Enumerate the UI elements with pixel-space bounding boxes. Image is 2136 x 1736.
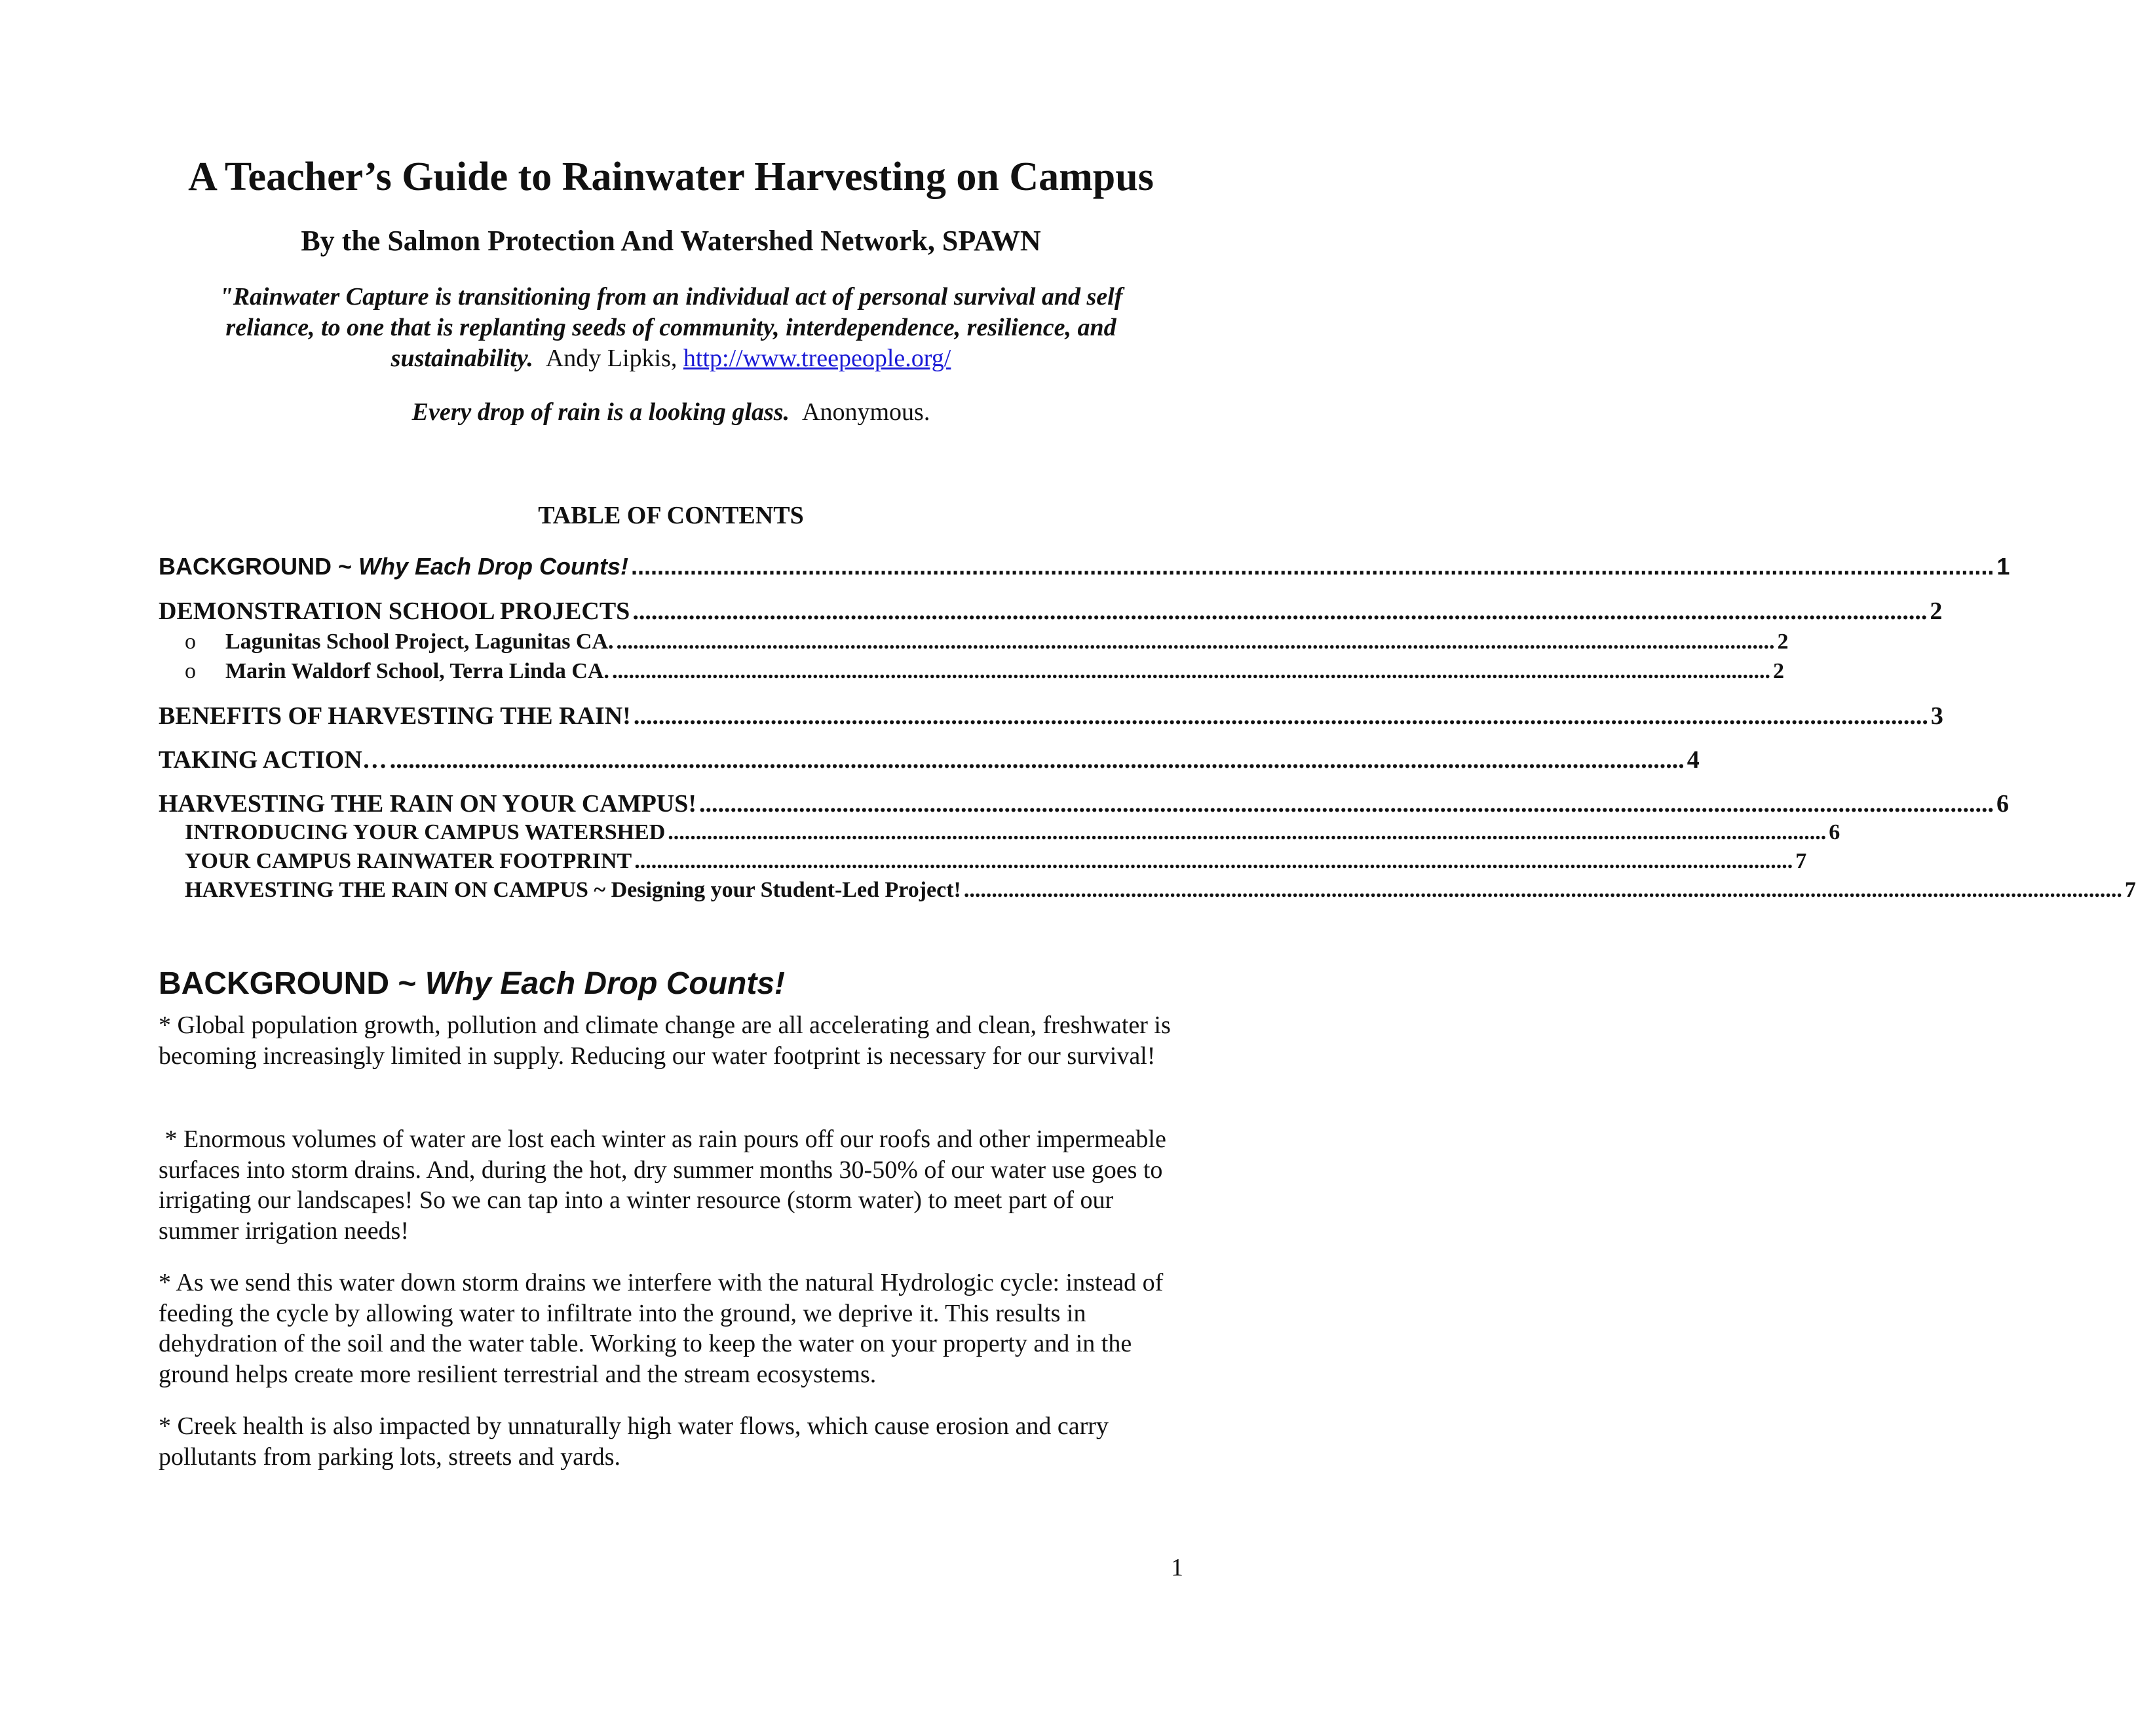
paragraph: * As we send this water down storm drains we interfere with the natural Hydrologic cycle: instead of feeding the cycle by allowing water to infiltrate into the ground, we deprive it. This results in dehydration of the soil and the water table. Working to keep the water on your property and in the ground helps create more resilient terrestrial and the stream ecosystems. <box>159 1269 1164 1388</box>
toc-leader-dots: ................................................................................................................................................................................................................ <box>634 849 1793 873</box>
toc-entry[interactable] <box>159 701 1943 731</box>
toc-page-number: 3 <box>1930 702 1943 730</box>
toc-entry-label: HARVESTING THE RAIN ON CAMPUS ~ Designing your Student-Led Project! <box>185 878 961 902</box>
quote-lipkis <box>183 282 1158 374</box>
quote-attribution: Anonymous. <box>802 398 930 426</box>
toc-leader-dots: ................................................................................................................................................................................................................ <box>616 630 1775 654</box>
toc-page-number: 1 <box>1996 553 2010 580</box>
toc-leader-dots: ................................................................................................................................................................................................................ <box>611 659 1770 683</box>
toc-leader-dots: ................................................................................................................................................................................................................ <box>633 702 1928 730</box>
quote-text: Every drop of rain is a looking glass. <box>411 398 790 426</box>
toc-entry-label: o Lagunitas School Project, Lagunitas CA. <box>185 628 614 656</box>
page-number: 1 <box>1171 1554 1183 1581</box>
toc-entry[interactable] <box>159 745 1700 775</box>
toc-leader-dots: ................................................................................................................................................................................................................ <box>632 597 1928 625</box>
toc-page-number: 7 <box>1795 849 1807 873</box>
quote-anonymous <box>0 396 1342 428</box>
toc-entry-label: YOUR CAMPUS RAINWATER FOOTPRINT <box>185 849 632 873</box>
paragraph: * Creek health is also impacted by unnaturally high water flows, which cause erosion and carry pollutants from parking lots, streets and yards. <box>159 1412 1109 1471</box>
toc-entry-label: o Marin Waldorf School, Terra Linda CA. <box>185 658 609 685</box>
toc-page-number: 7 <box>2124 878 2136 902</box>
quote-attribution: Andy Lipkis, <box>545 345 677 372</box>
toc-page-number: 4 <box>1687 746 1700 774</box>
toc-entry[interactable] <box>159 596 1943 626</box>
treepeople-link[interactable]: http://www.treepeople.org/ <box>683 345 951 372</box>
toc-entry[interactable] <box>185 877 2136 904</box>
document-title: A Teacher’s Guide to Rainwater Harvesting on Campus <box>188 155 1154 199</box>
toc-leader-dots: ................................................................................................................................................................................................................ <box>389 746 1685 774</box>
quote-text: "Rainwater Capture is transitioning from an individual act of personal survival and self reliance, to one that is replanting seeds of community, interdependence, resilience, and sustainability. <box>219 283 1123 372</box>
section-heading-background: BACKGROUND ~ Why Each Drop Counts! <box>159 966 786 1001</box>
toc-leader-dots: ................................................................................................................................................................................................................ <box>699 790 1994 818</box>
toc-entry[interactable] <box>185 848 1807 875</box>
bullet-marker: o <box>185 630 196 654</box>
toc-page-number: 2 <box>1772 659 1784 683</box>
toc-leader-dots: ................................................................................................................................................................................................................ <box>963 878 2122 902</box>
toc-entry-label: BACKGROUND ~ Why Each Drop Counts! <box>159 553 629 580</box>
toc-leader-dots: ................................................................................................................................................................................................................ <box>668 820 1827 844</box>
toc-entry-label: DEMONSTRATION SCHOOL PROJECTS <box>159 597 630 625</box>
toc-page-number: 6 <box>1829 820 1840 844</box>
toc-entry-label: HARVESTING THE RAIN ON YOUR CAMPUS! <box>159 790 697 818</box>
toc-entry[interactable] <box>185 819 1840 846</box>
toc-entry[interactable] <box>185 628 1789 656</box>
paragraph: * Enormous volumes of water are lost each winter as rain pours off our roofs and other impermeable surfaces into storm drains. And, during the hot, dry summer months 30-50% of our water use goes to irrigating our landscapes! So we can tap into a winter resource (storm water) to meet part of our summer irrigation needs! <box>159 1125 1173 1245</box>
document-subtitle: By the Salmon Protection And Watershed Network, SPAWN <box>301 225 1041 257</box>
toc-entry[interactable] <box>185 658 1784 685</box>
toc-entry[interactable] <box>159 789 2010 819</box>
toc-page-number: 6 <box>1996 790 2010 818</box>
toc-page-number: 2 <box>1930 597 1943 625</box>
toc-leader-dots: ................................................................................................................................................................................................................ <box>631 553 1994 580</box>
paragraph: * Global population growth, pollution and climate change are all accelerating and clean, freshwater is becoming increasingly limited in supply. Reducing our water footprint is necessary for our survival! <box>159 1011 1171 1070</box>
toc-entry-label: INTRODUCING YOUR CAMPUS WATERSHED <box>185 820 666 844</box>
toc-entry-label: BENEFITS OF HARVESTING THE RAIN! <box>159 702 631 730</box>
toc-entry-label: TAKING ACTION… <box>159 746 387 774</box>
bullet-marker: o <box>185 659 196 683</box>
toc-title: TABLE OF CONTENTS <box>538 502 804 529</box>
toc-page-number: 2 <box>1777 630 1789 654</box>
toc-entry[interactable] <box>159 552 2010 582</box>
